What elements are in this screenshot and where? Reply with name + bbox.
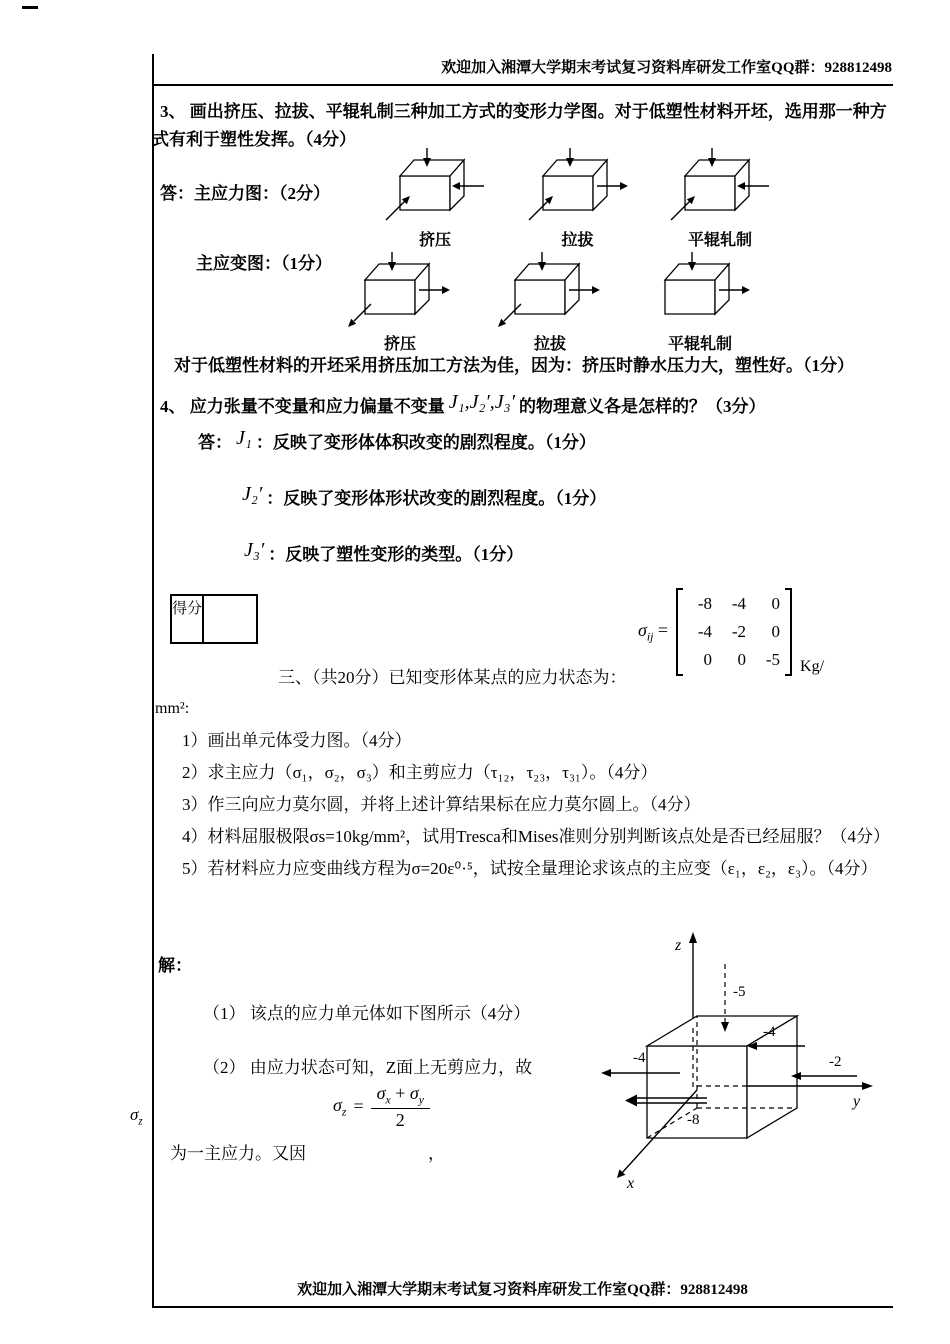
sigma-symbol: σ — [638, 620, 647, 641]
stress-matrix — [638, 588, 824, 676]
sigma-z-inline — [130, 1105, 143, 1127]
matrix-cell: -8 — [697, 594, 713, 613]
matrix-cell: 0 — [737, 650, 747, 669]
header-rule — [152, 84, 893, 86]
stress-diagrams-row — [375, 148, 780, 250]
matrix-left-bracket — [676, 588, 683, 676]
tau-left-value: -4 — [633, 1050, 646, 1066]
q5-item-2: 2）求主应力（σ₁，σ₂，σ₃）和主剪应力（τ₁₂，τ₂₃，τ₃₁）。（4分） — [182, 763, 658, 782]
formula-lhs — [333, 1095, 346, 1119]
q5-item-4: 4）材料屈服极限σs=10kg/mm²，试用Tresca和Mises准则分别判断该点处是否已经屈服？（4分） — [182, 827, 890, 846]
j1-text: ：反映了变形体体积改变的剧烈程度。（1分） — [255, 433, 596, 452]
solution-step-2-end: 为一主应力。又因 — [170, 1144, 306, 1163]
diagram-caption: 挤压 — [418, 232, 451, 249]
strain-diagram-extrusion — [340, 252, 460, 354]
matrix-cell: 0 — [771, 622, 781, 641]
matrix-lhs — [638, 620, 668, 644]
stress-diagram-extrusion — [375, 148, 495, 250]
matrix-cell: 0 — [771, 594, 781, 613]
matrix-unit-mm2: mm²: — [155, 700, 190, 717]
matrix-cell: 0 — [703, 650, 713, 669]
sigma-z-subscript: z — [138, 1115, 143, 1128]
extrusion-stress-svg — [380, 148, 490, 226]
y-subscript: y — [418, 1093, 424, 1107]
solution-step-2: （2） 由应力状态可知，Z面上无剪应力，故 — [203, 1058, 533, 1077]
diagram-caption: 平辊轧制 — [667, 336, 732, 353]
q5-intro: 三、（共20分）已知变形体某点的应力状态为： — [278, 668, 627, 687]
x-axis-label: x — [627, 1175, 635, 1192]
drawing-strain-svg — [495, 252, 605, 330]
z-axis-label: z — [675, 937, 682, 954]
rolling-strain-svg — [645, 252, 755, 330]
sigma-symbol: σ — [376, 1083, 386, 1103]
q3-stress-label: 答：主应力图：（2分） — [160, 184, 330, 203]
solution-step-1: （1） 该点的应力单元体如下图所示（4分） — [203, 1004, 531, 1023]
j3-symbol: J₃′ — [244, 539, 265, 561]
j2-symbol: J₂′ — [242, 483, 263, 505]
q3-conclusion: 对于低塑性材料的开坯采用挤压加工方法为佳，因为：挤压时静水压力大，塑性好。（1分） — [174, 356, 854, 375]
z-subscript: z — [341, 1105, 347, 1119]
j3-text: ：反映了塑性变形的类型。（1分） — [268, 545, 524, 564]
corner-mark — [22, 6, 38, 9]
sigma-symbol: σ — [130, 1105, 139, 1124]
matrix-unit-kg: Kg/ — [800, 658, 825, 675]
sigma-symbol: σ — [409, 1083, 419, 1103]
drawing-stress-svg — [523, 148, 633, 226]
matrix-cell: -2 — [731, 622, 747, 641]
q4-title-post: 的物理意义各是怎样的？（3分） — [519, 397, 766, 416]
matrix-row — [683, 618, 785, 646]
strain-diagrams-row — [340, 252, 760, 354]
q4-title-pre: 4、 应力张量不变量和应力偏量不变量 — [160, 397, 445, 416]
q5-item-3: 3）作三向应力莫尔圆，并将上述计算结果标在应力莫尔圆上。（4分） — [182, 795, 701, 814]
sigma-y-value: -2 — [829, 1054, 842, 1070]
q3-strain-label: 主应变图：（1分） — [196, 254, 332, 273]
plus-sign: + — [395, 1083, 406, 1103]
left-border-line — [152, 54, 154, 1308]
sigma-x-value: -8 — [687, 1112, 700, 1128]
q4-answer-line-1 — [198, 428, 596, 454]
matrix-values — [683, 590, 785, 674]
solution-step-2-comma: ， — [428, 1144, 445, 1163]
matrix-row — [683, 646, 785, 674]
y-axis-label: y — [853, 1093, 861, 1110]
matrix-cell: -4 — [731, 594, 747, 613]
diagram-caption: 拉拔 — [533, 336, 566, 353]
sigma-z-value: -5 — [733, 984, 746, 1000]
stress-element-diagram — [585, 928, 885, 1213]
q5-item-5: 5）若材料应力应变曲线方程为σ=20ε⁰·⁵，试按全量理论求该点的主应变（ε₁，ε₂，ε₃）。（4分） — [182, 859, 878, 878]
fraction-denominator: 2 — [395, 1110, 405, 1131]
sigma-z-formula — [333, 1082, 430, 1132]
strain-diagram-rolling — [640, 252, 760, 354]
score-box-value-cell — [204, 596, 256, 642]
score-box-label: 得分 — [172, 596, 204, 642]
strain-diagram-drawing — [490, 252, 610, 354]
tau-top-value: -4 — [763, 1024, 776, 1040]
stress-diagram-drawing — [518, 148, 638, 250]
question-3-title: 3、 画出挤压、拉拔、平辊轧制三种加工方式的变形力学图。对于低塑性材料开坯，选用那一种方式有利于塑性发挥。（4分） — [152, 102, 887, 149]
rolling-stress-svg — [665, 148, 775, 226]
solution-label: 解： — [158, 956, 192, 975]
page-header-text: 欢迎加入湘潭大学期末考试复习资料库研发工作室QQ群：928812498 — [441, 60, 892, 76]
extrusion-strain-svg — [345, 252, 455, 330]
q4-answer-line-2 — [238, 484, 606, 510]
diagram-caption: 挤压 — [383, 336, 416, 353]
matrix-cell: -5 — [765, 650, 781, 669]
q5-item-1: 1）画出单元体受力图。（4分） — [182, 731, 412, 750]
sigma-subscript: ij — [646, 630, 654, 644]
question-4-title — [152, 392, 894, 421]
matrix-row — [683, 590, 785, 618]
diagram-caption: 平辊轧制 — [687, 232, 752, 249]
q5-subquestions — [152, 726, 894, 886]
sigma-symbol: σ — [333, 1095, 342, 1116]
equals-sign: = — [657, 620, 669, 641]
q4-answer-line-3 — [240, 540, 523, 566]
x-subscript: x — [385, 1093, 391, 1107]
matrix-right-bracket — [785, 588, 792, 676]
fraction-numerator — [371, 1082, 430, 1109]
q4-answer-label: 答： — [198, 433, 232, 452]
formula-fraction — [371, 1082, 430, 1132]
j1-symbol: J₁ — [236, 427, 252, 449]
page-footer-text: 欢迎加入湘潭大学期末考试复习资料库研发工作室QQ群：928812498 — [297, 1282, 748, 1298]
formula-equals: = — [353, 1096, 364, 1117]
q4-title-math: J₁,J₂′,J₃′ — [448, 391, 515, 413]
j2-text: ：反映了变形体形状改变的剧烈程度。（1分） — [266, 489, 607, 508]
stress-diagram-rolling — [660, 148, 780, 250]
footer-rule — [152, 1306, 893, 1308]
diagram-caption: 拉拔 — [561, 232, 594, 249]
matrix-cell: -4 — [697, 622, 713, 641]
score-box — [170, 594, 258, 644]
